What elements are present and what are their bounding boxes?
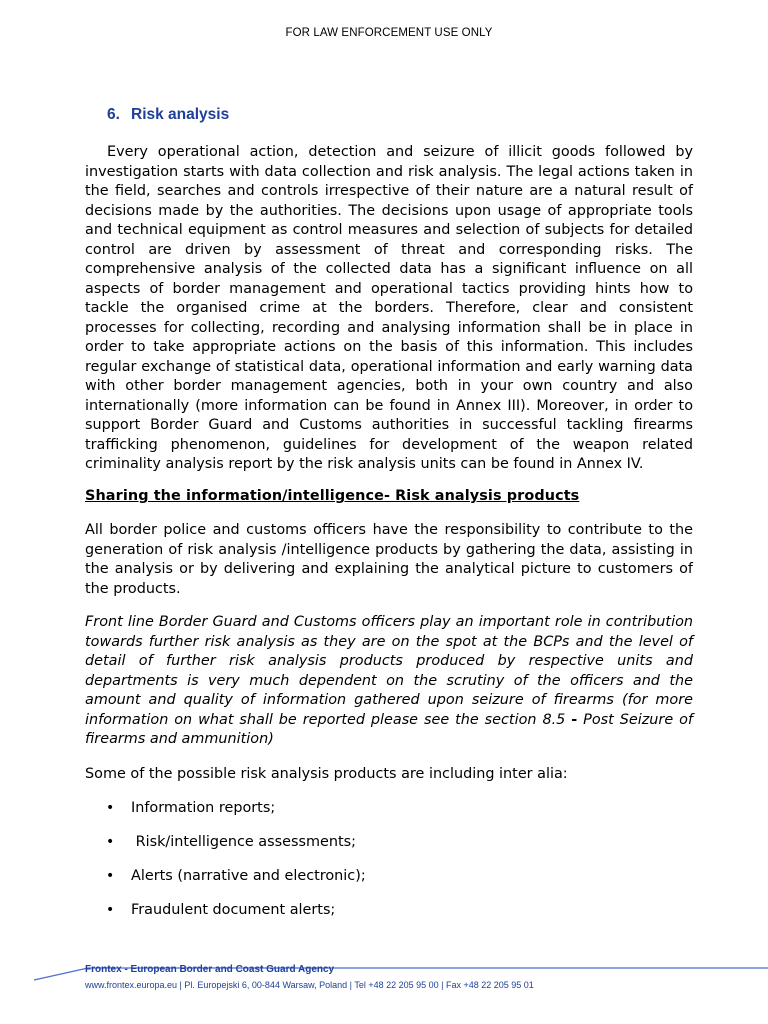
- section-number: 6.: [107, 106, 120, 123]
- section-title: Risk analysis: [131, 106, 230, 123]
- bullet-icon: •: [106, 868, 115, 884]
- front-line-text-part2: Post Seizure of firearms and ammunition): [85, 711, 693, 747]
- list-item: [85, 798, 693, 818]
- list-item: [85, 866, 693, 886]
- list-item: [85, 832, 693, 852]
- products-list: [85, 798, 693, 934]
- list-item-text: Risk/intelligence assessments;: [131, 834, 356, 850]
- front-line-dash: -: [571, 711, 578, 728]
- front-line-text-part1: Front line Border Guard and Customs officers play an important role in contribution towards further risk analysis as they are on the spot at the BCPs and the level of detail of further risk analysis products produced by respective units and departments is very much dependent on the scrutiny of the officers and the amount and quality of information gathered upon seizure of firearms (for more information on what shall be reported please see the section 8.5: [85, 614, 693, 728]
- section-heading: [107, 106, 229, 124]
- footer-contact-info: www.frontex.europa.eu | Pl. Europejski 6, 00-844 Warsaw, Poland | Tel +48 22 205 95 00 | Fax +48 22 205 95 01: [85, 980, 534, 990]
- page-header-classification: FOR LAW ENFORCEMENT USE ONLY: [285, 27, 493, 39]
- responsibility-paragraph: All border police and customs officers have the responsibility to contribute to the generation of risk analysis /intelligence products by gathering the data, assisting in the analysis or by delivering and explaining the analytical picture to customers of the products.: [85, 522, 693, 597]
- sharing-subheading: Sharing the information/intelligence- Risk analysis products: [85, 488, 580, 504]
- bullet-icon: •: [106, 834, 115, 850]
- footer-agency-name: Frontex - European Border and Coast Guard Agency: [85, 964, 335, 975]
- bullet-icon: •: [106, 902, 115, 918]
- bullet-icon: •: [106, 800, 115, 816]
- list-item-text: Information reports;: [131, 800, 276, 816]
- front-line-paragraph: [85, 613, 693, 750]
- list-item-text: Fraudulent document alerts;: [131, 902, 336, 918]
- list-item-text: Alerts (narrative and electronic);: [131, 868, 366, 884]
- list-item: [85, 900, 693, 920]
- products-intro-paragraph: Some of the possible risk analysis products are including inter alia:: [85, 766, 568, 782]
- intro-paragraph: Every operational action, detection and seizure of illicit goods followed by investigation starts with data collection and risk analysis. The legal actions taken in the field, searches and controls irrespective of their nature are a natural result of decisions made by the authorities. The decisions upon usage of appropriate tools and technical equipment as control measures and selection of subjects for detailed control are driven by assessment of threat and corresponding risks. The comprehensive analysis of the collected data has a significant influence on all aspects of border management and operational tactics providing hints how to tackle the organised crime at the borders. Therefore, clear and consistent processes for collecting, recording and analysing information shall be in place in order to take appropriate actions on the basis of this information. This includes regular exchange of statistical data, operational information and early warning data with other border management agencies, both in your own country and also internationally (more information can be found in Annex III). Moreover, in order to support Border Guard and Customs authorities in successful tackling firearms trafficking phenomenon, guidelines for development of the weapon related criminality analysis report by the risk analysis units can be found in Annex IV.: [85, 144, 693, 472]
